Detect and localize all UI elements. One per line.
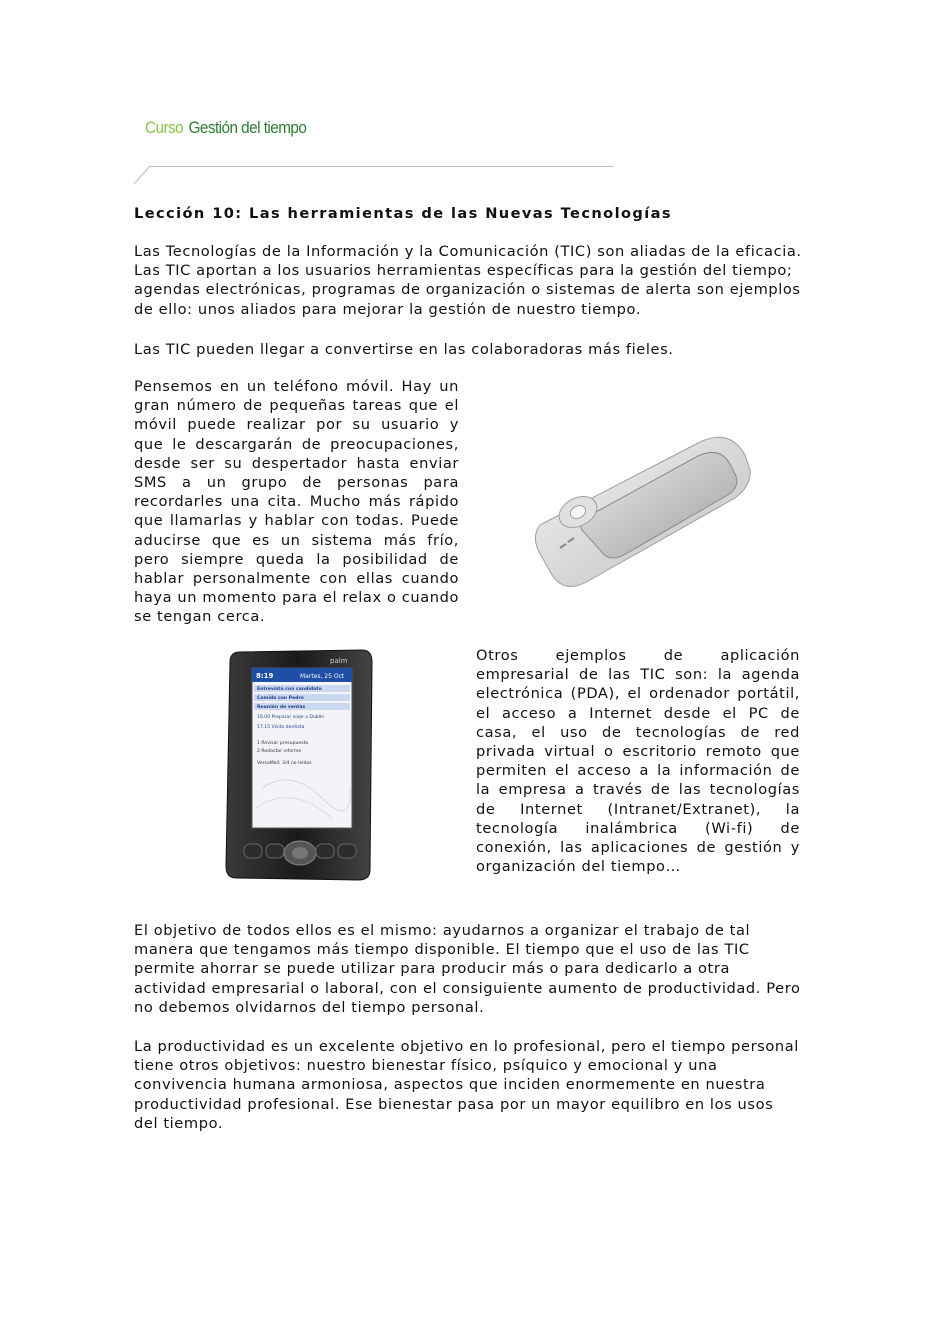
paragraph-6: La productividad es un excelente objetivo en lo profesional, pero el tiempo personal tiene otros objetivos: nuestro bienestar físico, psíquico y emocional y una convivencia humana armoniosa, aspectos que inciden enormemente en nuestra productividad profesional. Ese bienestar pasa por un mayor equilibro en los usos del tiempo. (134, 1038, 799, 1132)
course-header (145, 118, 306, 138)
pda-brand: palm (330, 657, 348, 665)
paragraph-examples: Otros ejemplos de aplicación empresarial de las TIC son: la agenda electrónica (PDA), el ordenador portátil, el acceso a Internet desde el PC de casa, el uso de tecnologías de red privada virtual o escritorio remoto que permiten el acceso a la información de la empresa a través de las tecnologías de Internet (Intranet/Extranet), la tecnología inalámbrica (Wi-fi) de conexión, las aplicaciones de gestión y organización del tiempo… (476, 647, 800, 876)
paragraph-1: Las Tecnologías de la Información y la Comunicación (TIC) son aliadas de la eficacia. Las TIC aportan a los usuarios herramientas específicas para la gestión del tiempo; agendas electrónicas, programas de organización o sistemas de alerta son ejemplos de ello: unos aliados para mejorar la gestión de nuestro tiempo. (134, 243, 802, 318)
pda-item: Entrevista con candidato (257, 687, 322, 692)
pda-item: 16.00 Preparar viaje a Dublín (257, 715, 325, 720)
paragraph-5: El objetivo de todos ellos es el mismo: ayudarnos a organizar el trabajo de tal manera que tengamos más tiempo disponible. El tiempo que el uso de las TIC permite ahorrar se puede utilizar para producir más o para dedicarlo a otra actividad empresarial o laboral, con el consiguiente aumento de productividad. Pero no debemos olvidarnos del tiempo personal. (134, 922, 801, 1016)
pda-time: 8:19 (256, 672, 274, 680)
pda-date: Martes, 25 Oct (300, 673, 345, 680)
pda-image (222, 648, 374, 882)
pda-item: VersaMail: 3/4 no leídos (257, 761, 312, 766)
pda-item: 2 Redactar informe (257, 749, 302, 754)
pda-item: 1 Revisar presupuesto (257, 741, 309, 746)
lesson-title: Lección 10: Las herramientas de las Nuevas Tecnologías (134, 205, 673, 222)
course-label: Curso (145, 118, 184, 137)
pda-item: 17.15 Visita dentista (257, 725, 305, 730)
pda-item: Reunión de ventas (257, 705, 306, 710)
course-name: Gestión del tiempo (188, 118, 307, 137)
header-rule (150, 166, 614, 167)
header-rule-corner (132, 166, 158, 186)
paragraph-mobile: Pensemos en un teléfono móvil. Hay un gran número de pequeñas tareas que el móvil puede realizar por su usuario y que le descargarán de preocupaciones, desde ser su despertador hasta enviar SMS a un grupo de personas para recordarles una cita. Mucho más rápido que llamarlas y hablar con todas. Puede aducirse que es un sistema más frío, pero siempre queda la posibilidad de hablar personalmente con ellas cuando haya un momento para el relax o cuando se tengan cerca. (134, 378, 459, 626)
pda-item: Comida con Pedro (257, 696, 304, 701)
mobile-phone-image (530, 430, 755, 595)
paragraph-2: Las TIC pueden llegar a convertirse en las colaboradoras más fieles. (134, 341, 674, 358)
